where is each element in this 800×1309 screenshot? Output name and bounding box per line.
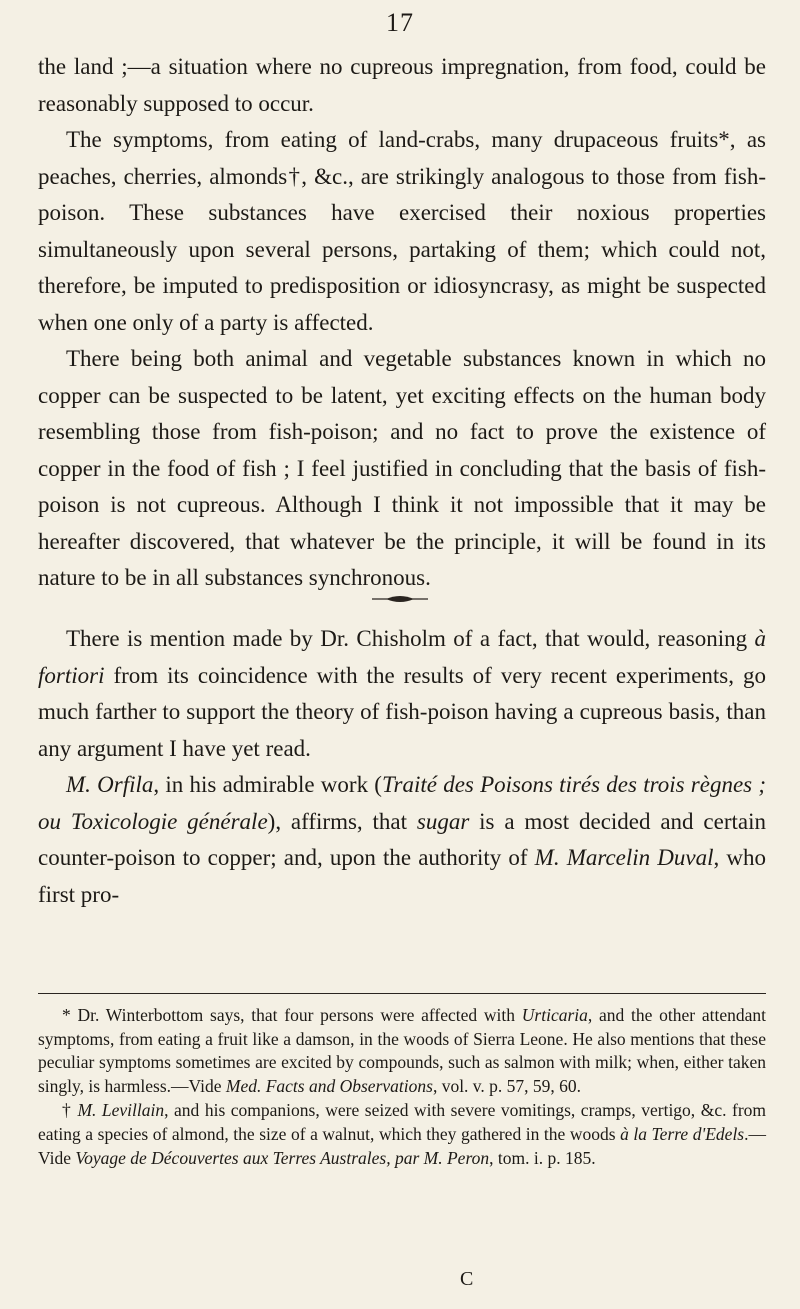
text-run: .—Vide	[38, 1123, 766, 1168]
italic-run: M. Orfila	[66, 772, 154, 797]
text-run: There being both animal and vegetable substances known in which no copper can be suspected to be latent, yet exciting effects on the human body resembling those from fish-poison; and no fact to prove the existence of copper in the food of fish ; I feel justified in concluding that the basis of fish-poison is not cupreous. Although I think it not impossible that it may be hereafter discovered, that whatever be the principle, it will be found in its nature to be in all substances synchronous.	[38, 346, 766, 590]
footnotes	[38, 1004, 766, 1171]
italic-run: sugar	[416, 808, 470, 834]
paragraph	[38, 341, 766, 597]
text-run: , tom. i. p. 185.	[489, 1147, 596, 1168]
paragraph	[38, 767, 766, 913]
italic-run: Med. Facts and Observations	[225, 1075, 433, 1096]
text-run: ), affirms, that	[267, 808, 417, 834]
footnote-divider	[38, 993, 766, 994]
italic-run: à la Terre d'Edels	[620, 1123, 745, 1144]
text-run: from its coincidence with the results of very recent experiments, go much farther to support the theory of fish-poison having a cupreous basis, than any argument I have yet read.	[38, 662, 766, 761]
italic-run: Traité des Poisons tirés des trois règnes ; ou Toxicologie générale	[38, 772, 767, 834]
italic-run: M. Levillain	[77, 1100, 165, 1121]
text-run: , vol. v. p. 57, 59, 60.	[432, 1075, 582, 1096]
paragraph	[38, 621, 766, 767]
text-run: the land ;—a situation where no cupreous impregnation, from food, could be reasonably supposed to occur.	[38, 54, 766, 116]
paragraph	[38, 49, 766, 122]
text-run: There is mention made by Dr. Chisholm of a fact, that would, reasoning	[66, 626, 755, 651]
text-run: , and his companions, were seized with severe vomitings, cramps, vertigo, &c. from eating a species of almond, the size of a walnut, which they gathered in the woods	[38, 1100, 767, 1144]
text-run: The symptoms, from eating of land-crabs, many drupaceous fruits*, as peaches, cherries, almonds†, &c., are strikingly analogous to those from fish-poison. These substances have exercised their noxious properties simultaneously upon several persons, partaking of them; which could not, therefore, be imputed to predisposition or idiosyncrasy, as might be suspected when one only of a party is affected.	[38, 127, 766, 335]
section-ornament	[0, 594, 800, 604]
italic-run: M. Marcelin Duval	[534, 845, 714, 870]
signature-mark: C	[460, 1268, 474, 1290]
paragraph	[38, 1099, 766, 1170]
italic-run: Voyage de Découvertes aux Terres Australes, par M. Peron	[75, 1147, 490, 1168]
page-number: 17	[386, 8, 414, 37]
ornament-rule-icon	[370, 594, 430, 604]
italic-run: Urticaria	[521, 1005, 588, 1025]
italic-run: à fortiori	[38, 626, 766, 688]
paragraph	[38, 1004, 766, 1098]
text-run: †	[62, 1100, 78, 1121]
text-run: * Dr. Winterbottom says, that four persons were affected with	[62, 1005, 522, 1025]
text-run: , and the other attendant symptoms, from eating a fruit like a damson, in the woods of Sierra Leone. He also mentions that these peculiar symptoms sometimes are excited by compounds, such as salmon with milk; when, either taken singly, is harmless.—Vide	[38, 1005, 766, 1096]
text-run: is a most decided and certain counter-poison to copper; and, upon the authority of	[38, 808, 766, 870]
main-text-lower	[38, 621, 766, 913]
text-run: , in his admirable work (	[153, 772, 382, 797]
paragraph	[38, 122, 766, 341]
text-run: , who first pro-	[38, 845, 766, 907]
main-text-upper	[38, 49, 766, 597]
